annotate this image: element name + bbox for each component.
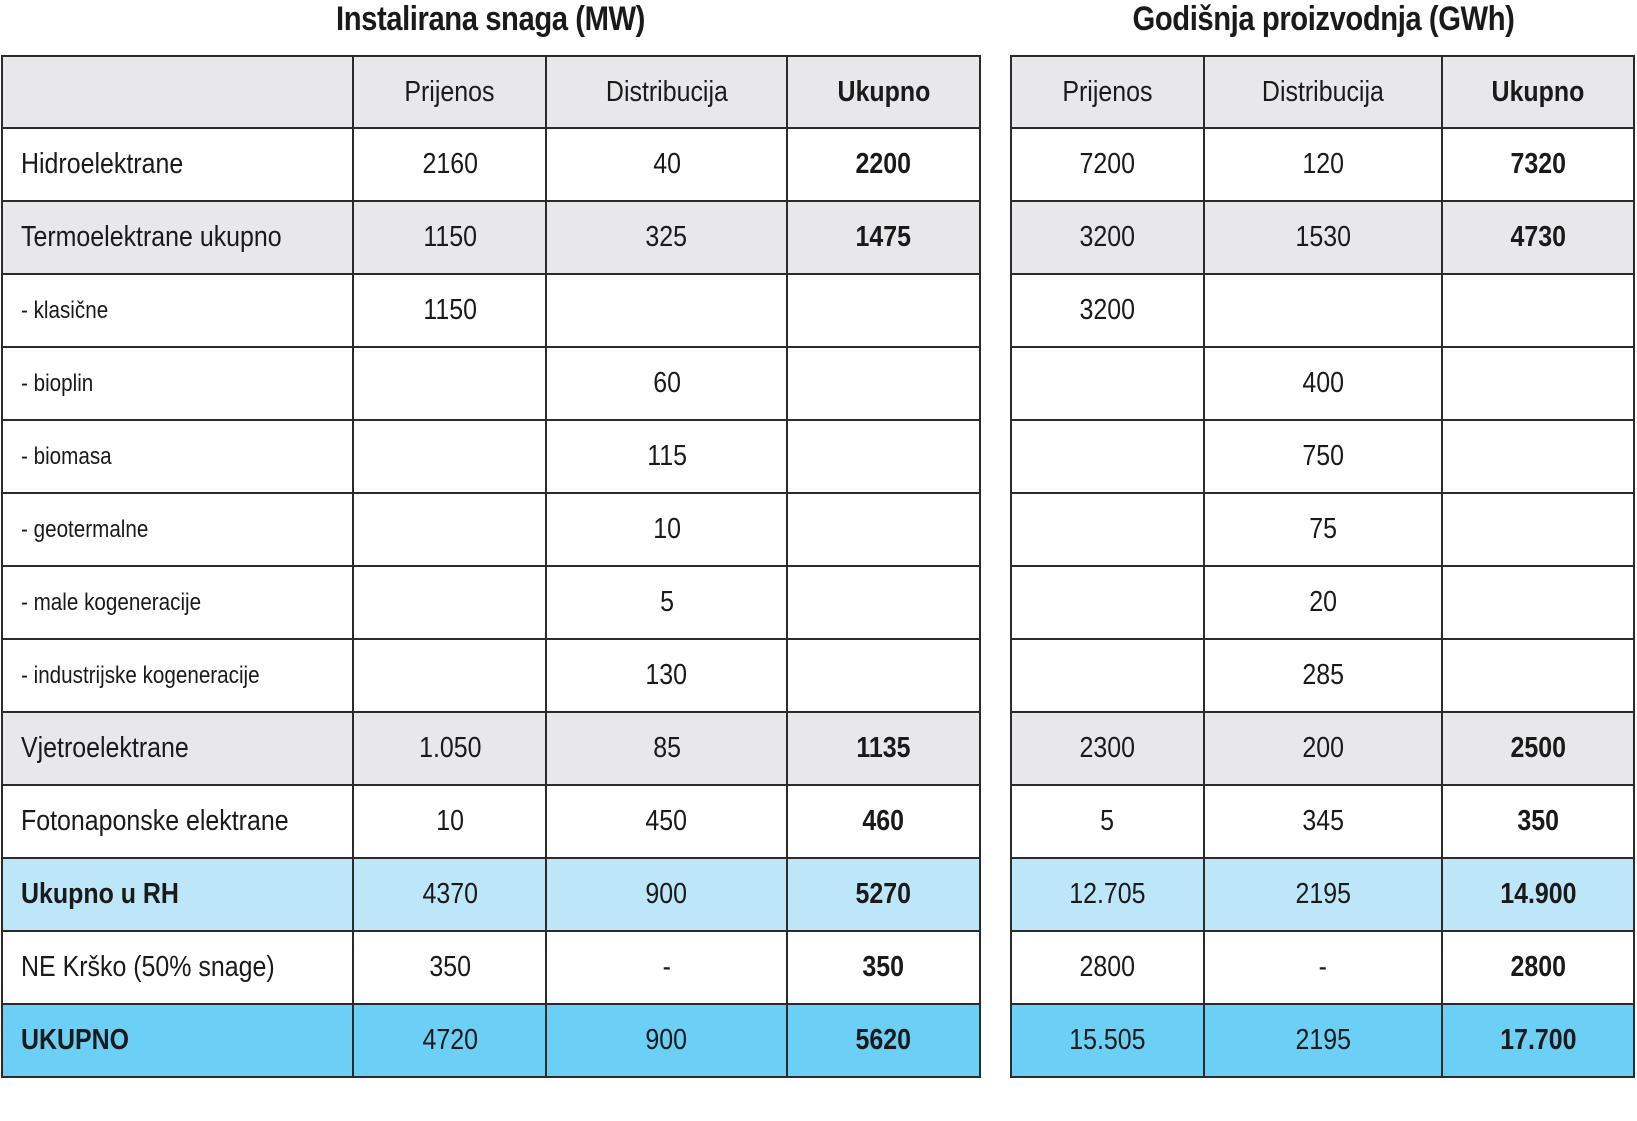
mw-distribucija-cell-text: 325 [645,221,688,253]
gwh-distribucija-cell [1204,493,1443,566]
row-label-text: - klasične [21,296,109,324]
gwh-ukupno-cell-text: 2800 [1510,951,1566,983]
mw-distribucija-cell [546,420,787,493]
row-label [2,858,353,931]
gwh-distribucija-cell-text: 1530 [1295,221,1351,253]
mw-prijenos-cell-text: 4720 [422,1024,478,1056]
mw-ukupno-cell-text: 5270 [855,878,912,910]
table-row [1011,566,1634,639]
gwh-prijenos-cell [1011,128,1204,201]
gwh-ukupno-cell [1442,201,1634,274]
table-row [2,1004,980,1077]
row-label-text: - industrijske kogeneracije [21,661,260,689]
gwh-ukupno-cell-text: 17.700 [1499,1024,1577,1056]
gwh-distribucija-cell-text: 2195 [1295,1024,1351,1056]
mw-ukupno-cell-text: 1475 [855,221,912,253]
mw-prijenos-cell-text: 1.050 [418,732,481,764]
table-row [1011,201,1634,274]
gwh-ukupno-cell [1442,128,1634,201]
mw-distribucija-cell [546,493,787,566]
gwh-distribucija-cell-text: 2195 [1295,878,1351,910]
gwh-ukupno-cell-text: 2500 [1510,732,1566,764]
mw-distribucija-cell [546,931,787,1004]
gwh-distribucija-cell [1204,785,1443,858]
gwh-distribucija-cell [1204,420,1443,493]
row-label-text: Vjetroelektrane [21,732,189,764]
gwh-ukupno-cell [1442,785,1634,858]
row-label-text: Ukupno u RH [21,878,179,910]
row-label [2,420,353,493]
mw-prijenos-cell-text: 350 [428,951,471,983]
table-row [2,201,980,274]
mw-ukupno-cell [787,712,980,785]
mw-prijenos-cell [353,493,546,566]
gwh-ukupno-cell [1442,493,1634,566]
table-row [1011,420,1634,493]
gwh-distribucija-cell [1204,566,1443,639]
table-row [1011,1004,1634,1077]
mw-prijenos-cell [353,712,546,785]
gwh-prijenos-cell-text: 2300 [1079,732,1136,764]
mw-ukupno-cell [787,1004,980,1077]
mw-ukupno-cell [787,420,980,493]
header-cell-prijenos [1011,56,1204,128]
table-row [1011,128,1634,201]
gwh-ukupno-cell-text: 350 [1517,805,1559,837]
mw-distribucija-cell-text: 450 [645,805,688,837]
gwh-distribucija-cell-text: 120 [1302,148,1344,180]
mw-ukupno-cell [787,931,980,1004]
gwh-prijenos-cell-text: 3200 [1079,221,1136,253]
gwh-ukupno-cell-text: 4730 [1510,221,1566,253]
gwh-prijenos-cell [1011,566,1204,639]
mw-ukupno-cell-text: 460 [862,805,905,837]
row-label-text: - geotermalne [21,515,149,543]
mw-prijenos-cell [353,347,546,420]
table-row [1011,347,1634,420]
gwh-prijenos-cell-text: 5 [1100,805,1115,837]
gwh-distribucija-cell [1204,712,1443,785]
mw-prijenos-cell-text: 1150 [422,294,477,326]
row-label [2,128,353,201]
header-cell-distribucija [1204,56,1443,128]
mw-prijenos-cell [353,420,546,493]
row-label-text: Termoelektrane ukupno [21,221,282,253]
table-row [2,785,980,858]
gwh-distribucija-cell-text: 400 [1302,367,1344,399]
gwh-ukupno-cell [1442,858,1634,931]
mw-distribucija-cell-text: 115 [646,440,687,472]
mw-ukupno-cell-text: 350 [862,951,905,983]
row-label [2,201,353,274]
gwh-prijenos-cell [1011,347,1204,420]
mw-distribucija-cell [546,785,787,858]
mw-distribucija-cell-text: 40 [652,148,681,180]
table-row [1011,858,1634,931]
header-cell-ukupno [787,56,980,128]
table-row [1011,274,1634,347]
mw-ukupno-cell [787,639,980,712]
table-row [2,858,980,931]
header-cell-distribucija-text: Distribucija [1262,75,1384,108]
gwh-prijenos-cell [1011,931,1204,1004]
mw-prijenos-cell [353,128,546,201]
mw-ukupno-cell [787,858,980,931]
gwh-prijenos-cell-text: 12.705 [1069,878,1146,910]
gwh-prijenos-cell-text: 2800 [1079,951,1136,983]
gwh-ukupno-cell [1442,1004,1634,1077]
mw-distribucija-cell [546,347,787,420]
gwh-distribucija-cell-text: 345 [1302,805,1344,837]
table-row [2,566,980,639]
mw-distribucija-cell [546,566,787,639]
table-row [1011,639,1634,712]
gwh-prijenos-cell [1011,201,1204,274]
mw-distribucija-cell-text: 130 [645,659,688,691]
mw-distribucija-cell [546,128,787,201]
annual-production-title: Godišnja proizvodnja (GWh) [1132,0,1515,38]
mw-ukupno-cell [787,493,980,566]
gwh-distribucija-cell-text: 200 [1302,732,1344,764]
mw-distribucija-cell-text: 60 [652,367,681,399]
mw-distribucija-cell-text: 5 [659,586,674,618]
header-cell-prijenos-text: Prijenos [404,75,495,108]
gwh-prijenos-cell [1011,1004,1204,1077]
mw-prijenos-cell [353,201,546,274]
gwh-distribucija-cell-text: - [1318,951,1328,983]
gwh-prijenos-cell-text: 15.505 [1069,1024,1146,1056]
mw-prijenos-cell [353,566,546,639]
mw-ukupno-cell [787,201,980,274]
mw-prijenos-cell [353,1004,546,1077]
row-label-text: NE Krško (50% snage) [21,951,275,983]
mw-ukupno-cell-text: 2200 [855,148,912,180]
row-label [2,566,353,639]
gwh-distribucija-cell [1204,201,1443,274]
mw-distribucija-cell [546,274,787,347]
gwh-ukupno-cell [1442,347,1634,420]
gwh-distribucija-cell [1204,347,1443,420]
gwh-ukupno-cell [1442,931,1634,1004]
row-label [2,785,353,858]
row-label-text: - biomasa [21,442,112,470]
header-row [1011,56,1634,128]
gwh-distribucija-cell [1204,858,1443,931]
header-cell-distribucija-text: Distribucija [605,75,728,108]
mw-prijenos-cell [353,639,546,712]
header-cell-ukupno-text: Ukupno [1491,75,1585,108]
mw-distribucija-cell-text: - [662,951,671,983]
table-row [1011,785,1634,858]
row-label [2,639,353,712]
gwh-ukupno-cell-text: 14.900 [1499,878,1577,910]
gwh-ukupno-cell [1442,566,1634,639]
gwh-ukupno-cell [1442,712,1634,785]
row-label [2,1004,353,1077]
mw-prijenos-cell-text: 4370 [422,878,478,910]
gwh-distribucija-cell [1204,274,1443,347]
row-label-text: Fotonaponske elektrane [21,805,289,837]
mw-prijenos-cell [353,785,546,858]
mw-distribucija-cell-text: 900 [645,1024,688,1056]
gwh-ukupno-cell [1442,274,1634,347]
gwh-prijenos-cell [1011,712,1204,785]
row-label-text: UKUPNO [21,1024,130,1056]
header-cell-ukupno [1442,56,1634,128]
mw-ukupno-cell-text: 1135 [856,732,911,764]
mw-distribucija-cell [546,858,787,931]
gwh-prijenos-cell-text: 3200 [1079,294,1136,326]
row-label [2,347,353,420]
table-row [1011,931,1634,1004]
gwh-ukupno-cell [1442,639,1634,712]
gwh-prijenos-cell [1011,785,1204,858]
table-row [2,420,980,493]
mw-ukupno-cell [787,347,980,420]
header-cell-empty [2,56,353,128]
row-label [2,931,353,1004]
gwh-ukupno-cell-text: 7320 [1510,148,1566,180]
row-label [2,712,353,785]
table-row [2,493,980,566]
mw-distribucija-cell [546,712,787,785]
row-label-text: - bioplin [21,369,94,397]
mw-distribucija-cell [546,201,787,274]
gwh-distribucija-cell-text: 285 [1302,659,1344,691]
row-label [2,493,353,566]
mw-prijenos-cell [353,274,546,347]
gwh-prijenos-cell [1011,639,1204,712]
mw-distribucija-cell [546,1004,787,1077]
table-row [1011,493,1634,566]
table-row [2,128,980,201]
mw-ukupno-cell [787,785,980,858]
gwh-prijenos-cell [1011,493,1204,566]
gwh-ukupno-cell [1442,420,1634,493]
header-cell-distribucija [546,56,787,128]
mw-distribucija-cell-text: 10 [652,513,681,545]
row-label-text: - male kogeneracije [21,588,202,616]
gwh-distribucija-cell [1204,639,1443,712]
header-cell-ukupno-text: Ukupno [837,75,930,108]
mw-distribucija-cell-text: 900 [645,878,688,910]
gwh-prijenos-cell [1011,420,1204,493]
gwh-distribucija-cell [1204,128,1443,201]
mw-ukupno-cell-text: 5620 [855,1024,912,1056]
table-row [2,274,980,347]
gwh-distribucija-cell [1204,1004,1443,1077]
gwh-prijenos-cell-text: 7200 [1079,148,1136,180]
gwh-distribucija-cell [1204,931,1443,1004]
mw-prijenos-cell-text: 1150 [422,221,477,253]
table-row [2,347,980,420]
mw-ukupno-cell [787,566,980,639]
header-cell-prijenos-text: Prijenos [1062,75,1153,108]
row-label [2,274,353,347]
mw-ukupno-cell [787,128,980,201]
gwh-distribucija-cell-text: 750 [1302,440,1344,472]
row-label-text: Hidroelektrane [21,148,184,180]
header-cell-prijenos [353,56,546,128]
header-row [2,56,980,128]
gwh-prijenos-cell [1011,858,1204,931]
table-row [1011,712,1634,785]
installed-power-table [1,55,981,1078]
gwh-prijenos-cell [1011,274,1204,347]
mw-prijenos-cell-text: 2160 [422,148,478,180]
mw-prijenos-cell-text: 10 [435,805,464,837]
installed-power-title: Instalirana snaga (MW) [336,0,645,38]
mw-distribucija-cell [546,639,787,712]
table-row [2,931,980,1004]
gwh-distribucija-cell-text: 20 [1309,586,1337,618]
mw-prijenos-cell [353,858,546,931]
table-row [2,712,980,785]
mw-distribucija-cell-text: 85 [652,732,681,764]
annual-production-table [1010,55,1635,1078]
table-row [2,639,980,712]
mw-ukupno-cell [787,274,980,347]
gwh-distribucija-cell-text: 75 [1309,513,1337,545]
mw-prijenos-cell [353,931,546,1004]
